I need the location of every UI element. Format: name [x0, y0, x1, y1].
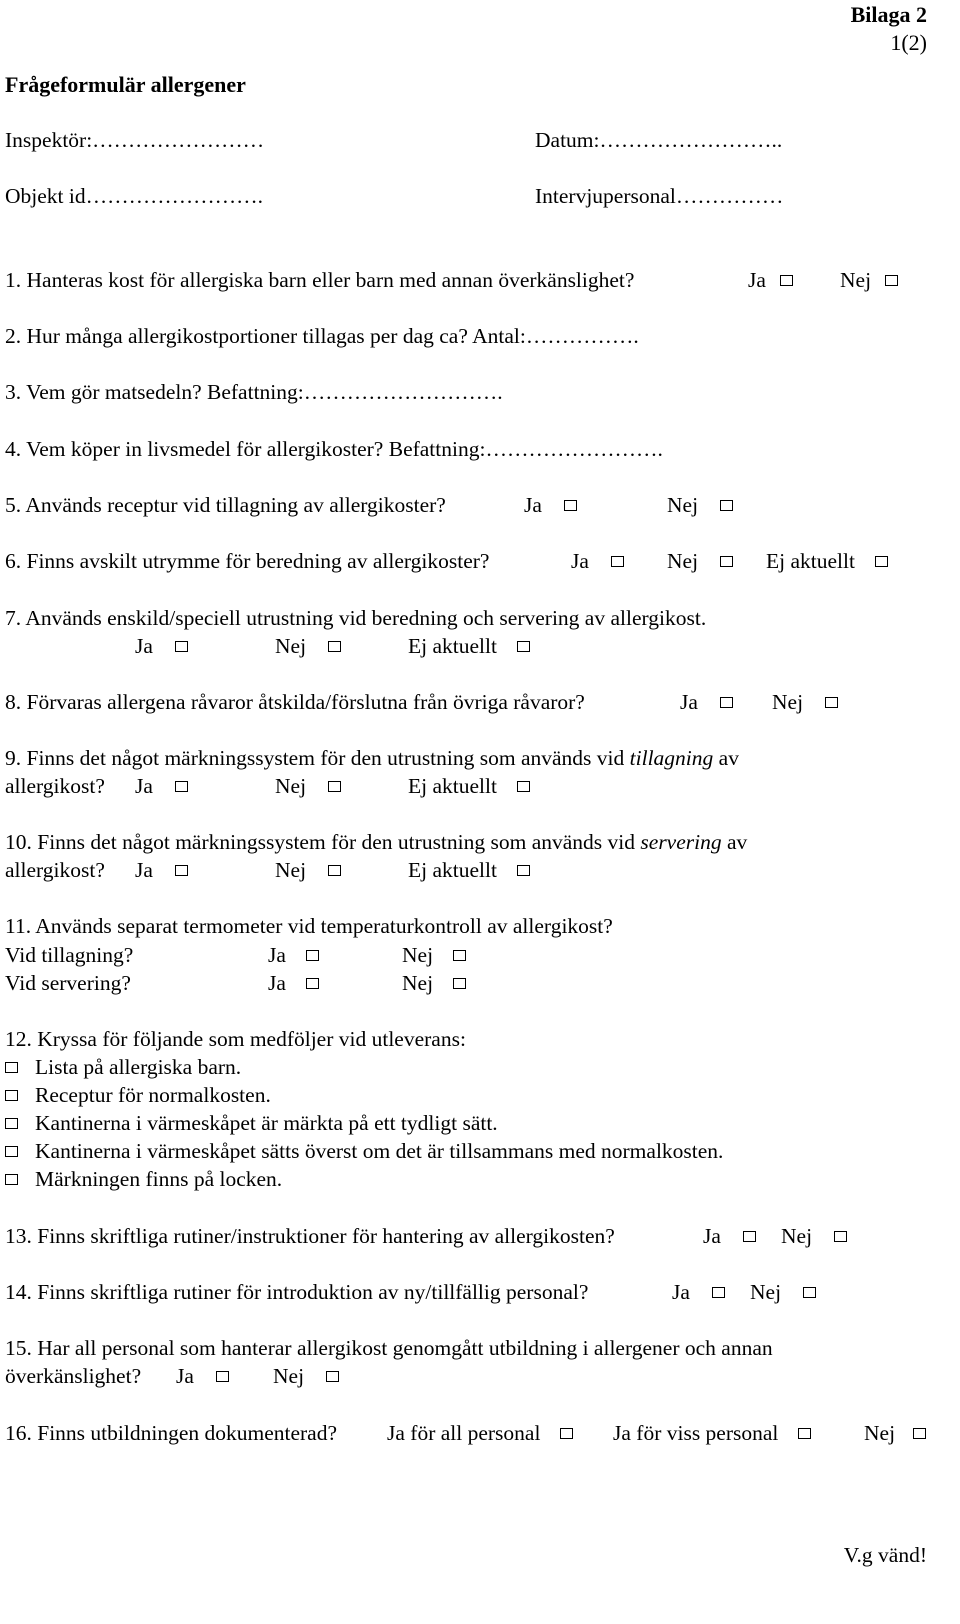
question-16: 16. Finns utbildningen dokumenterad? [5, 1421, 338, 1445]
q14-yes-option[interactable]: Ja [672, 1282, 725, 1304]
question-8: 8. Förvaras allergena råvaror åtskilda/förslutna från övriga råvaror? [5, 690, 585, 714]
q12-item[interactable]: Märkningen finns på locken. [5, 1169, 282, 1191]
q7-no-option[interactable]: Nej [275, 636, 341, 658]
form-title: Frågeformulär allergener [5, 72, 246, 97]
question-3[interactable]: 3. Vem gör matsedeln? Befattning:………………………. [5, 380, 503, 404]
q6-no-option[interactable]: Nej [667, 551, 733, 573]
question-2[interactable]: 2. Hur många allergikostportioner tillagas per dag ca? Antal:……………. [5, 324, 639, 348]
checkbox[interactable] [913, 1428, 926, 1439]
object-id-field[interactable]: Objekt id……………………. [5, 184, 263, 208]
checkbox[interactable] [453, 978, 466, 989]
q12-item[interactable]: Receptur för normalkosten. [5, 1085, 271, 1107]
checkbox[interactable] [175, 781, 188, 792]
checkbox[interactable] [611, 556, 624, 567]
question-12: 12. Kryssa för följande som medföljer vid utleverans: [5, 1027, 466, 1051]
checkbox[interactable] [564, 500, 577, 511]
page-number: 1(2) [890, 30, 927, 55]
q12-item[interactable]: Lista på allergiska barn. [5, 1057, 241, 1079]
checkbox[interactable] [885, 275, 898, 286]
question-14: 14. Finns skriftliga rutiner för introduktion av ny/tillfällig personal? [5, 1280, 589, 1304]
q6-na-option[interactable]: Ej aktuellt [766, 551, 888, 573]
checkbox[interactable] [743, 1231, 756, 1242]
checkbox[interactable] [720, 556, 733, 567]
q16-yes-some-option[interactable]: Ja för viss personal [613, 1423, 811, 1445]
checkbox[interactable] [326, 1371, 339, 1382]
question-10-line2: allergikost? [5, 858, 105, 882]
checkbox[interactable] [306, 950, 319, 961]
q6-yes-option[interactable]: Ja [571, 551, 624, 573]
q9-no-option[interactable]: Nej [275, 776, 341, 798]
checkbox[interactable] [834, 1231, 847, 1242]
checkbox[interactable] [216, 1371, 229, 1382]
checkbox[interactable] [875, 556, 888, 567]
q11-sub-preparation: Vid tillagning? [5, 943, 134, 967]
q5-no-option[interactable]: Nej [667, 495, 733, 517]
q13-no-option[interactable]: Nej [781, 1226, 847, 1248]
interviewee-field[interactable]: Intervjupersonal…………… [535, 184, 784, 208]
checkbox[interactable] [825, 697, 838, 708]
checkbox[interactable] [803, 1287, 816, 1298]
q10-na-option[interactable]: Ej aktuellt [408, 860, 530, 882]
question-5: 5. Används receptur vid tillagning av allergikoster? [5, 493, 446, 517]
q16-no-option[interactable]: Nej [864, 1423, 926, 1445]
checkbox[interactable] [720, 697, 733, 708]
checkbox[interactable] [517, 781, 530, 792]
q9-yes-option[interactable]: Ja [135, 776, 188, 798]
checkbox[interactable] [712, 1287, 725, 1298]
question-9-line2: allergikost? [5, 774, 105, 798]
q16-yes-all-option[interactable]: Ja för all personal [387, 1423, 573, 1445]
checkbox[interactable] [453, 950, 466, 961]
question-7: 7. Används enskild/speciell utrustning vid beredning och servering av allergikost. [5, 606, 707, 630]
checkbox[interactable] [5, 1118, 18, 1129]
checkbox[interactable] [517, 641, 530, 652]
q11b-no-option[interactable]: Nej [402, 973, 466, 995]
q1-no-option[interactable]: Nej [840, 270, 898, 292]
checkbox[interactable] [780, 275, 793, 286]
q9-na-option[interactable]: Ej aktuellt [408, 776, 530, 798]
q1-yes-option[interactable]: Ja [748, 270, 793, 292]
q15-yes-option[interactable]: Ja [176, 1366, 229, 1388]
question-15: 15. Har all personal som hanterar allergikost genomgått utbildning i allergener och annan [5, 1336, 773, 1360]
checkbox[interactable] [560, 1428, 573, 1439]
checkbox[interactable] [306, 978, 319, 989]
date-field[interactable]: Datum:…………………….. [535, 128, 783, 152]
checkbox[interactable] [175, 641, 188, 652]
q7-yes-option[interactable]: Ja [135, 636, 188, 658]
q14-no-option[interactable]: Nej [750, 1282, 816, 1304]
checkbox[interactable] [175, 865, 188, 876]
question-10: 10. Finns det något märkningssystem för den utrustning som används vid servering av [5, 830, 748, 854]
q8-no-option[interactable]: Nej [772, 692, 838, 714]
question-15-line2: överkänslighet? [5, 1364, 142, 1388]
question-9: 9. Finns det något märkningssystem för den utrustning som används vid tillagning av [5, 746, 739, 770]
checkbox[interactable] [5, 1090, 18, 1101]
checkbox[interactable] [5, 1062, 18, 1073]
checkbox[interactable] [328, 781, 341, 792]
question-4[interactable]: 4. Vem köper in livsmedel för allergikoster? Befattning:……………………. [5, 437, 663, 461]
q11-sub-serving: Vid servering? [5, 971, 131, 995]
question-13: 13. Finns skriftliga rutiner/instruktioner för hantering av allergikosten? [5, 1224, 615, 1248]
q7-na-option[interactable]: Ej aktuellt [408, 636, 530, 658]
checkbox[interactable] [517, 865, 530, 876]
turn-over-note: V.g vänd! [843, 1543, 927, 1567]
checkbox[interactable] [720, 500, 733, 511]
checkbox[interactable] [328, 641, 341, 652]
q13-yes-option[interactable]: Ja [703, 1226, 756, 1248]
q8-yes-option[interactable]: Ja [680, 692, 733, 714]
question-1 [5, 270, 634, 292]
q11b-yes-option[interactable]: Ja [268, 973, 319, 995]
checkbox[interactable] [798, 1428, 811, 1439]
checkbox[interactable] [328, 865, 341, 876]
attachment-label: Bilaga 2 [850, 2, 927, 27]
q5-yes-option[interactable]: Ja [524, 495, 577, 517]
checkbox[interactable] [5, 1146, 18, 1157]
inspector-field[interactable]: Inspektör:…………………… [5, 128, 265, 152]
q12-item[interactable]: Kantinerna i värmeskåpet sätts överst om det är tillsammans med normalkosten. [5, 1141, 723, 1163]
question-6: 6. Finns avskilt utrymme för beredning av allergikoster? [5, 549, 490, 573]
question-text: 1. Hanteras kost för allergiska barn eller barn med annan överkänslighet? [5, 268, 635, 292]
question-11: 11. Används separat termometer vid temperaturkontroll av allergikost? [5, 914, 613, 938]
q12-item[interactable]: Kantinerna i värmeskåpet är märkta på ett tydligt sätt. [5, 1113, 498, 1135]
q11a-no-option[interactable]: Nej [402, 945, 466, 967]
q10-no-option[interactable]: Nej [275, 860, 341, 882]
checkbox[interactable] [5, 1174, 18, 1185]
q11a-yes-option[interactable]: Ja [268, 945, 319, 967]
q15-no-option[interactable]: Nej [273, 1366, 339, 1388]
q10-yes-option[interactable]: Ja [135, 860, 188, 882]
